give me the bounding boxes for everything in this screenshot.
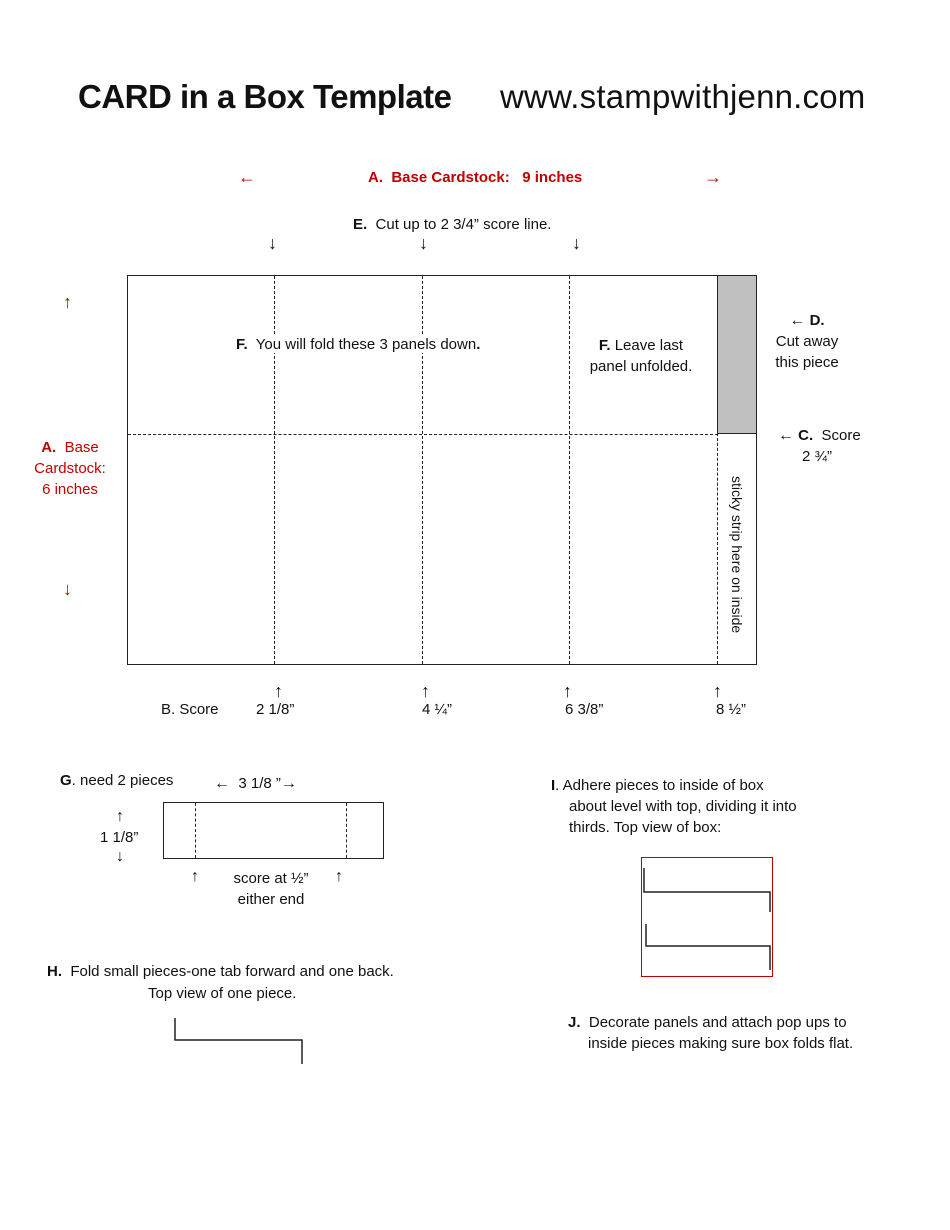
arrow-up-icon: ↑: [63, 292, 72, 312]
base-height-label: [20, 437, 120, 500]
small-piece-text: . need 2 pieces: [71, 772, 174, 789]
base-height-line2: Cardstock:: [34, 460, 106, 477]
leave-panel-line1: Leave last: [614, 337, 684, 354]
small-piece-diagram: [163, 802, 384, 859]
small-piece-width-value: 3 1/8 ”: [238, 775, 281, 792]
cut-away-label: [765, 310, 849, 373]
arrow-up-icon: ↑: [274, 681, 283, 701]
score-mark: 2 1/8”: [256, 701, 295, 718]
score-c-value: 2 ¾”: [802, 448, 833, 465]
cut-line-instruction: [353, 216, 551, 233]
arrow-up-icon: ↑: [116, 808, 124, 825]
base-width-value: 9 inches: [522, 169, 583, 186]
step-j-line2: inside pieces making sure box folds flat.: [588, 1035, 854, 1052]
small-piece-height: 1 1/8”: [100, 829, 139, 846]
small-piece-letter: G: [60, 772, 72, 789]
score-line: [195, 803, 196, 858]
fold-panels-period: .: [476, 336, 481, 353]
cut-away-line1: Cut away: [775, 333, 839, 350]
step-j-letter: J.: [568, 1014, 581, 1031]
arrow-left-icon: ←: [214, 775, 230, 792]
step-i-line2: about level with top, dividing it into: [569, 798, 797, 815]
base-height-letter: A.: [41, 439, 57, 456]
score-c-letter: C.: [798, 427, 814, 444]
small-piece-score-line2: either end: [237, 891, 305, 908]
small-piece-score-line1: score at ½”: [233, 870, 309, 887]
small-piece-width: [214, 775, 297, 793]
leave-panel-letter: F.: [598, 337, 611, 354]
base-width-letter: A.: [368, 169, 383, 186]
arrow-right-icon: →: [704, 167, 722, 187]
score-mark: 6 3/8”: [565, 701, 604, 718]
step-i-text: [551, 775, 797, 838]
leave-panel-label: [573, 335, 709, 377]
arrow-up-icon: ↑: [563, 681, 572, 701]
box-top-view-diagram: [641, 857, 773, 977]
score-line: [717, 433, 718, 664]
fold-panels-text: You will fold these 3 panels down: [255, 336, 477, 353]
website-url: www.stampwithjenn.com: [500, 78, 866, 115]
score-line: [346, 803, 347, 858]
page-title: CARD in a Box Template: [78, 78, 452, 115]
score-line: [569, 276, 570, 664]
piece-top-view-diagram: [165, 1012, 315, 1072]
step-h-line2: Top view of one piece.: [148, 985, 297, 1002]
horizontal-score-line: [128, 434, 718, 435]
cut-line-letter: E.: [353, 216, 368, 233]
arrow-down-icon: ↓: [63, 579, 72, 599]
score-c-label: [778, 425, 861, 467]
base-height-line1: Base: [64, 439, 99, 456]
fold-panels-letter: F.: [236, 336, 248, 353]
score-mark: 8 ½”: [716, 701, 747, 718]
arrow-down-icon: ↓: [116, 848, 124, 865]
arrow-right-icon: →: [280, 775, 297, 792]
arrow-left-icon: ←: [238, 167, 256, 187]
step-i-line3: thirds. Top view of box:: [569, 819, 722, 836]
step-h-text: Fold small pieces-one tab forward and one back.: [70, 963, 394, 980]
fold-panels-label: [230, 336, 486, 353]
arrow-down-icon: ↓: [268, 233, 277, 253]
step-h-letter: H.: [47, 963, 62, 980]
base-width-label: [368, 169, 582, 186]
arrow-down-icon: ↓: [419, 233, 428, 253]
arrow-up-icon: ↑: [335, 868, 343, 885]
step-j-text: [568, 1012, 853, 1054]
arrow-up-icon: ↑: [713, 681, 722, 701]
arrow-up-icon: ↑: [191, 868, 199, 885]
score-line: [422, 276, 423, 664]
arrow-left-icon: ←: [789, 312, 806, 329]
base-width-text: Base Cardstock:: [391, 169, 510, 186]
score-mark: 4 ¼”: [422, 701, 453, 718]
score-b-label: B. Score: [161, 701, 219, 718]
leave-panel-line2: panel unfolded.: [589, 358, 693, 375]
arrow-up-icon: ↑: [421, 681, 430, 701]
cut-line-text: Cut up to 2 3/4” score line.: [375, 216, 552, 233]
arrow-down-icon: ↓: [572, 233, 581, 253]
score-c-text: Score: [821, 427, 861, 444]
cut-away-piece: [717, 276, 756, 434]
score-line: [274, 276, 275, 664]
step-j-line1: Decorate panels and attach pop ups to: [588, 1014, 847, 1031]
box-divider-lines: [642, 858, 772, 976]
small-piece-score-note: [215, 868, 327, 910]
small-piece-label: [60, 772, 173, 789]
base-height-line3: 6 inches: [42, 481, 98, 498]
step-i-letter: I: [551, 777, 556, 794]
step-h-line1: [47, 963, 394, 980]
arrow-left-icon: ←: [778, 427, 794, 444]
cut-away-line2: this piece: [775, 354, 839, 371]
step-i-line1: . Adhere pieces to inside of box: [555, 777, 764, 794]
card-template: [127, 275, 757, 665]
sticky-strip-label: sticky strip here on inside: [729, 476, 745, 634]
cut-away-letter: D.: [809, 312, 825, 329]
